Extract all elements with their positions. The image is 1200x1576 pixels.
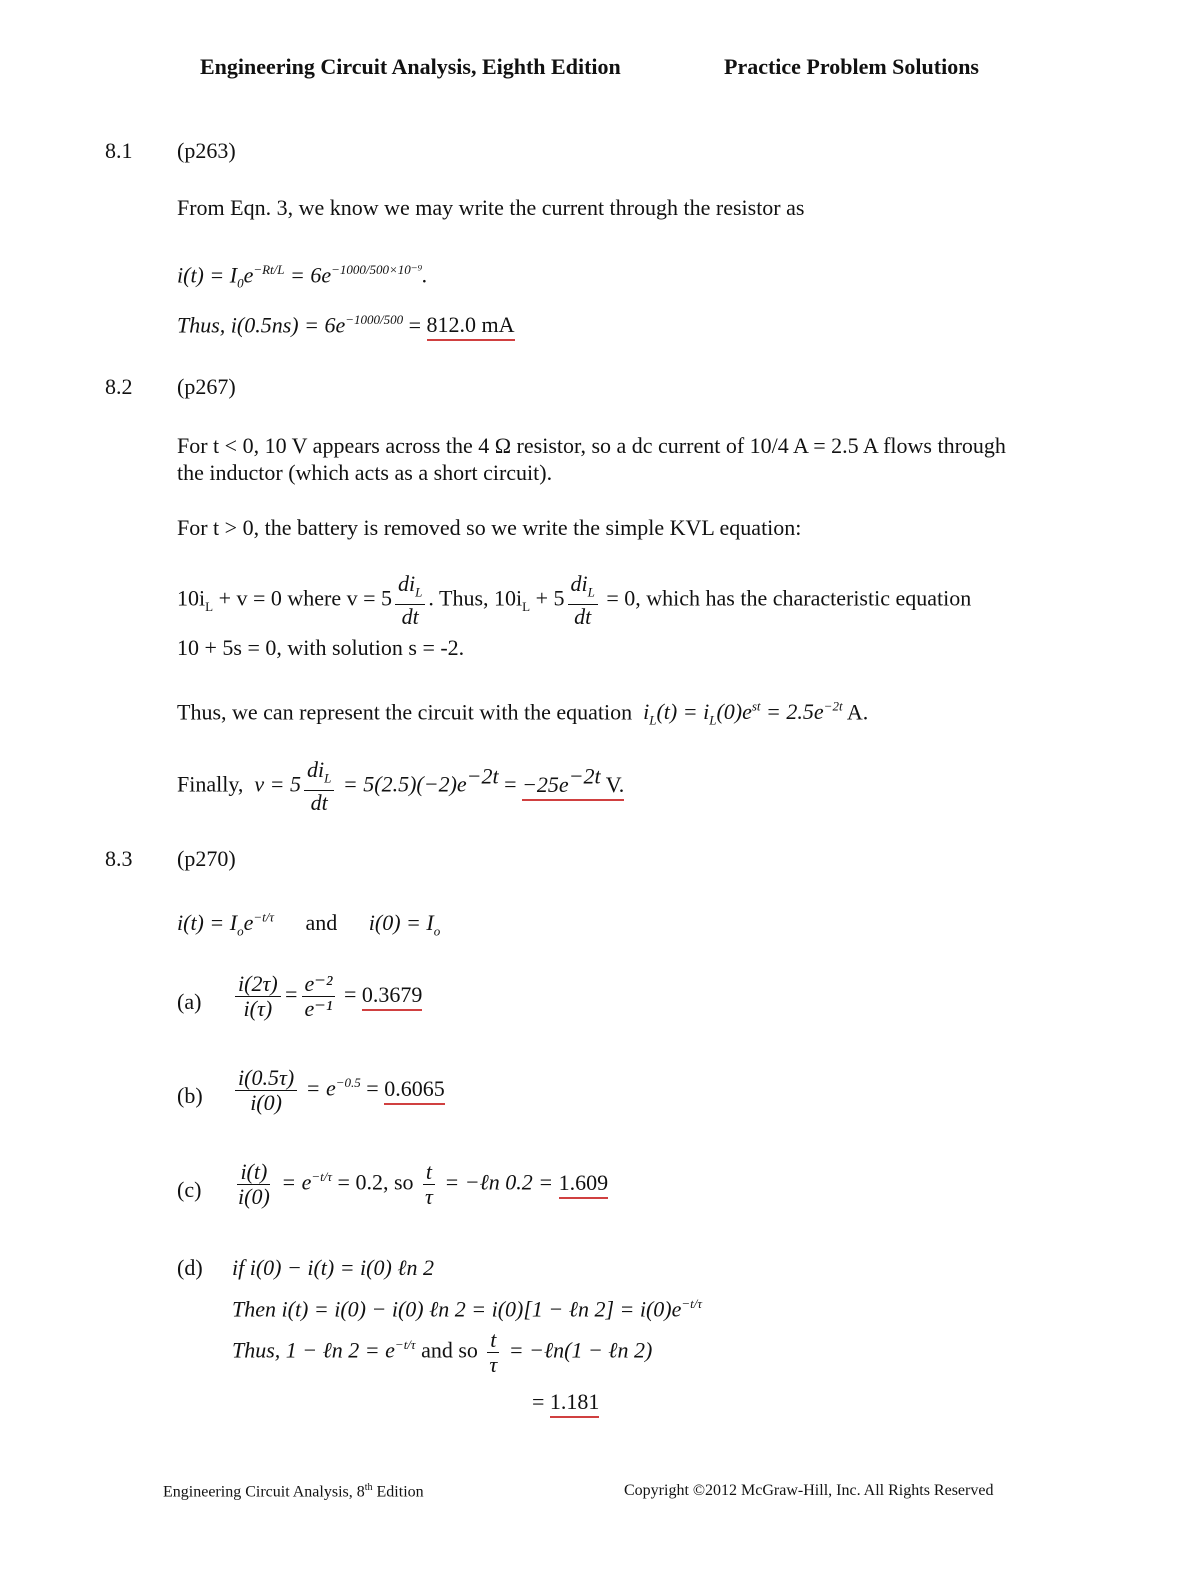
equation-8-3-given: $i(t) = I_oe^{-t/\tau}$ and $i(0) = I_o$	[177, 910, 441, 939]
problem-page-ref-8-3: (p270)	[177, 846, 236, 871]
answer-8-3d: 1.181	[550, 1389, 600, 1418]
part-c-equation: $\frac{i(t)}{i(0)}$ = $e^{-t/\tau} = 0.2$, so $\frac{t}{\tau}$ = −ℓn 0.2 = 1.609	[238, 1159, 609, 1209]
equation-8-1-result: Thus, $i(0.5ns) = 6e^{-1000/500} = 812.0$ mA	[177, 312, 515, 338]
equation-8-2-final: Finally, v = 5 $\frac{di_L}{dt}$ = $5(2.5)(-2)e^{-2t} = -25e^{-2t}$ V.	[177, 757, 625, 816]
part-a-equation: $\frac{i(2\tau)}{i(\tau)}$ = $\frac{\text{e⁻²}}{\text{e⁻¹}}$ = 0.3679	[232, 972, 422, 1021]
problem-page-ref-8-1: (p263)	[177, 138, 236, 163]
equation-8-2-kvl: $10i_L + v = 0$ where v = 5 $\frac{di_L}{dt}$ . Thus, $10i_L + 5$ $\frac{di_L}{dt}$ = 0, which has the characteristic equation	[177, 571, 972, 630]
part-b-equation: $\frac{i(0.5\tau)}{i(0)}$ = $e^{-0.5} = 0.6065$	[232, 1066, 445, 1115]
part-c-label: (c)	[177, 1177, 202, 1202]
answer-8-2: $-25e^{-2t}$ V.	[522, 772, 624, 801]
problem-8-2-para2: For t > 0, the battery is removed so we write the simple KVL equation:	[177, 515, 802, 540]
footer-book-title: Engineering Circuit Analysis, 8th Edition	[163, 1482, 424, 1501]
equation-8-2-characteristic: 10 + 5s = 0, with solution s = -2.	[177, 635, 465, 660]
part-d-label: (d)	[177, 1255, 203, 1280]
header-subtitle: Practice Problem Solutions	[724, 54, 979, 79]
answer-8-3c: 1.609	[559, 1170, 609, 1199]
answer-8-3a: 0.3679	[362, 982, 423, 1011]
part-b-label: (b)	[177, 1083, 203, 1108]
part-d-line4: = 1.181	[532, 1388, 599, 1416]
problem-number-8-1: 8.1	[105, 138, 133, 163]
footer-copyright: Copyright ©2012 McGraw-Hill, Inc. All Rights Reserved	[624, 1482, 994, 1499]
part-a-label: (a)	[177, 989, 202, 1014]
problem-8-2-para1-line2: the inductor (which acts as a short circuit).	[177, 460, 553, 485]
part-d-line2: Then i(t) = i(0) − i(0) ℓn 2 = i(0)[1 − ℓn $2] = i(0)e^{-t/\tau}$	[232, 1296, 703, 1322]
answer-8-1: 812.0 mA	[427, 312, 515, 341]
problem-8-1-intro: From Eqn. 3, we know we may write the current through the resistor as	[177, 195, 805, 220]
part-d-line3: Thus, 1 − ℓn $2 = e^{-t/\tau}$ and so $\frac{t}{\tau}$ = −ℓn(1 − ℓn 2)	[232, 1327, 653, 1377]
equation-8-2-representation: Thus, we can represent the circuit with the equation $i_L(t) = i_L(0)e^{st} = 2.5e^{-2t}$ A.	[177, 699, 869, 728]
problem-number-8-2: 8.2	[105, 374, 133, 399]
problem-8-2-para1-line1: For t < 0, 10 V appears across the 4 Ω resistor, so a dc current of 10/4 A = 2.5 A flows through	[177, 433, 1006, 458]
header-title: Engineering Circuit Analysis, Eighth Edition	[200, 54, 621, 79]
problem-number-8-3: 8.3	[105, 846, 133, 871]
problem-page-ref-8-2: (p267)	[177, 374, 236, 399]
part-d-line1: if i(0) − i(t) = i(0) ℓn 2	[232, 1255, 434, 1280]
answer-8-3b: 0.6065	[384, 1076, 445, 1105]
equation-8-1-current: $i(t) = I_0e^{-Rt/L} = 6e^{-1000/500\times 10^{-9}}$.	[177, 262, 428, 291]
